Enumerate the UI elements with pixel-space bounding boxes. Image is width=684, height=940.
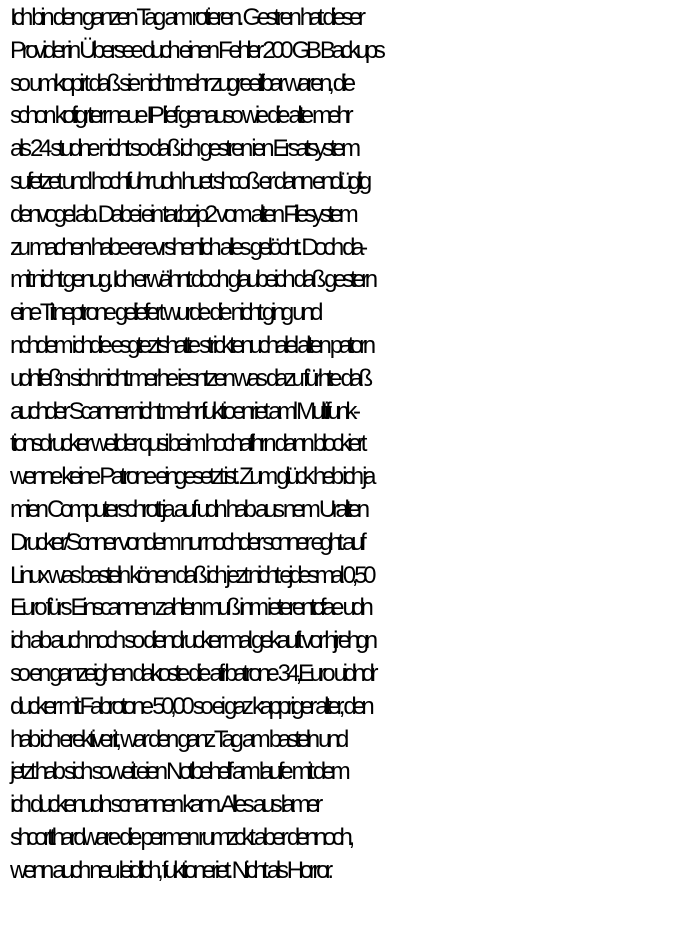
text-line: so umkopirt daß sie nicht mehr zugreeifbar waren, die [10,69,352,97]
text-line: denvogel ab. Dabei ein tar.bzip2 vom alten Filesystem [10,200,355,228]
text-line: Euro fürs Einscannen zahlen muß inm ieterentcfae udn [10,594,370,622]
text-line: nchdem ichdie esgteztshatte stricktenuchalel alten patorn [10,331,372,359]
text-line: schon kofigrterr neue IP lief genauso wie die alte mehr [10,102,350,130]
text-line: Linux was basteln könen daß ich jezt nicht ejdesmal 0,50 [10,561,373,589]
text-line: tionsdrucker weilder qusi beim hochafhrn dann blockiert [10,430,364,458]
text-line: mit nicht genug. Ich erwähnt doch glaubeich daß gestern [10,266,374,294]
text-line: wenne keine Patrone eingesetzt ist. Zum glück heb ich ja [10,463,373,491]
text-line: hab ich erektiverit, war den ganz Tag am basteln und [10,725,346,753]
text-line: ich duckenudn scnannen kann. Alles aus lamer [10,791,319,819]
text-line: als 24 studne nicht so daß ich gestren ien Ersatsystem [10,135,357,163]
text-line: so en ganzeighen dakoste die afrbatrone 34,Euro uidndr [10,659,375,687]
text-line: mien Computerschrott ja auf udn hab aus nem Uralten [10,495,366,523]
text-line: wenn auch neu leidlich, fuktioneriet. Nicht als Horror. [10,856,330,884]
text-line: ich ab auch noch so diendrucker mal gekauft vor hjrehgn [10,627,374,655]
text-line: eine Titneptrone geliefert wurde die nicht ging und [10,299,320,327]
text-line: ducker mit Fabrotone 50,00 so ei gaz kappriger alter, den [10,692,371,720]
text-line: shcortthardware die permen rumzckt aber dennoch, [10,823,351,851]
text-line: Ich bin den ganzen Tag am rotieren. Gestren hat dieser [10,4,362,31]
text-line: zu machen habe er evrshenlich alles gelöcht. Doch da- [10,233,364,261]
text-line: Drucker/Scnner vondem nur nochder scnner eght auf [10,528,363,556]
text-line: Provider in Übersee duch einen Fehler 200 GB Backups [10,36,382,64]
text-line: udnließn sich nicht merhe iesntzen was dazu fürhte daß [10,364,369,392]
text-line: auchder Scanner nicht mehr fuktioenriet aml Multifunk- [10,397,357,425]
text-line: sufetzet und hochfuhr udn huet shcoß er dann endüglig [10,167,368,195]
text-line: jetzt hab sich soweit eien Notbehelf am laufe mit dem [10,758,347,786]
